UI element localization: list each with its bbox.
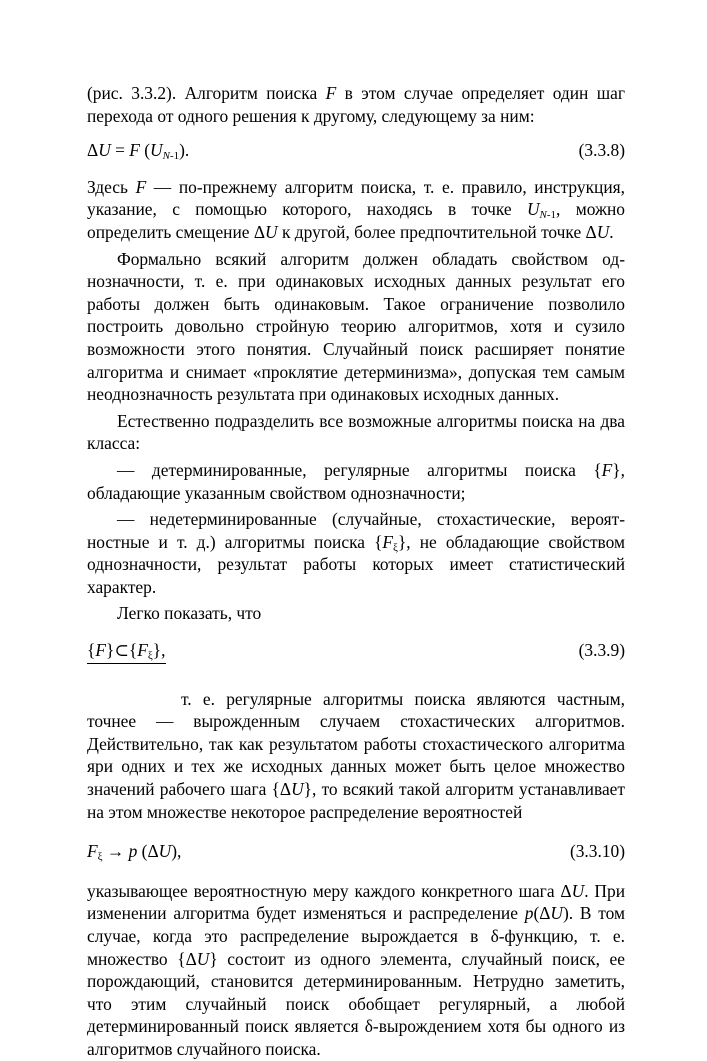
formula-expression: $F_\xi \to p$ (ΔU), [87, 841, 182, 864]
paragraph-6: Легко показать, что [117, 603, 262, 624]
formula-3-3-9 [87, 639, 625, 664]
paragraph-8: указывающее вероятностную меру каждого конкретного шага ΔU. При изменении алгоритма будет изменяться и распределение p(ΔU). В том случае, когда это распределение вырождается в δ-функцию, т. е. множество {ΔU} состоит из одного элемента, случайный поиск, ее порождающий, становится детерминированным. Нетрудно заметить, что этим случайный поиск обобщает регулярный, а любой детерминированный поиск является δ-вырождением хотя бы одного из алгоритмов случайного поиска. [87, 880, 625, 1059]
paragraph-7: т. е. регулярные алгоритмы поиска являются частным, точнее — вырожденным случаем стохастических алгоритмов. Действительно, так как результатом работы стохастического алгоритма яри одних и тех же исходных данных может быть целое множество значений рабочего шага {ΔU}, то всякий такой алгоритм устанавливает на этом множестве некоторое распределение вероятностей [87, 688, 625, 822]
formula-3-3-8 [87, 139, 625, 162]
formula-number: (3.3.9) [578, 640, 625, 661]
paragraph-3: Естественно подразделить все возможные алгоритмы поиска на два класса: [87, 410, 625, 454]
paragraph-2: Формально всякий алгоритм должен обладать свойством однозначности, т. е. при одинаковых исходных данных результат его работы должен быть одинаковым. Такое ограничение позволило построить довольно стройную теорию алгоритмов, хотя и сузило возможности этого понятия. Случайный поиск расширяет понятие алгоритма и снимает «проклятие детерминизма», допуская тем самым неоднозначность результата при одинаковых исходных данных. [87, 248, 625, 405]
formula-3-3-10 [87, 840, 625, 863]
formula-expression: $\{F\}\subset\{F_\xi\}$, [87, 640, 166, 663]
formula-number: (3.3.8) [578, 140, 625, 161]
document-page [87, 82, 625, 1061]
paragraph-0: (рис. 3.3.2). Алгоритм поиска F в этом случае определяет один шаг перехода от одного решения к другому, следующему за ним: [87, 83, 626, 126]
formula-number: (3.3.10) [569, 841, 625, 862]
paragraph-1: Здесь F — по-прежнему алгоритм поиска, т. е. правило, инструкция, указание, с помощью которого, находясь в точке $U_{N-1}$, можно определить смещение ΔU к другой, более предпочтительной точке ΔU. [87, 176, 626, 242]
paragraph-4: — детерминированные, регулярные алгоритмы поиска {F}, обладающие указанным свойством однозначности; [87, 459, 625, 503]
formula-expression: ΔU = F $(U_{N-1})$. [87, 140, 190, 163]
paragraph-5: — недетерминированные (случайные, стохастические, вероятностные и т. д.) алгоритмы поиска $\{F_\xi\}$, не обладающие свойством однозначности, результат работы которых имеет статистический характер. [87, 509, 626, 597]
